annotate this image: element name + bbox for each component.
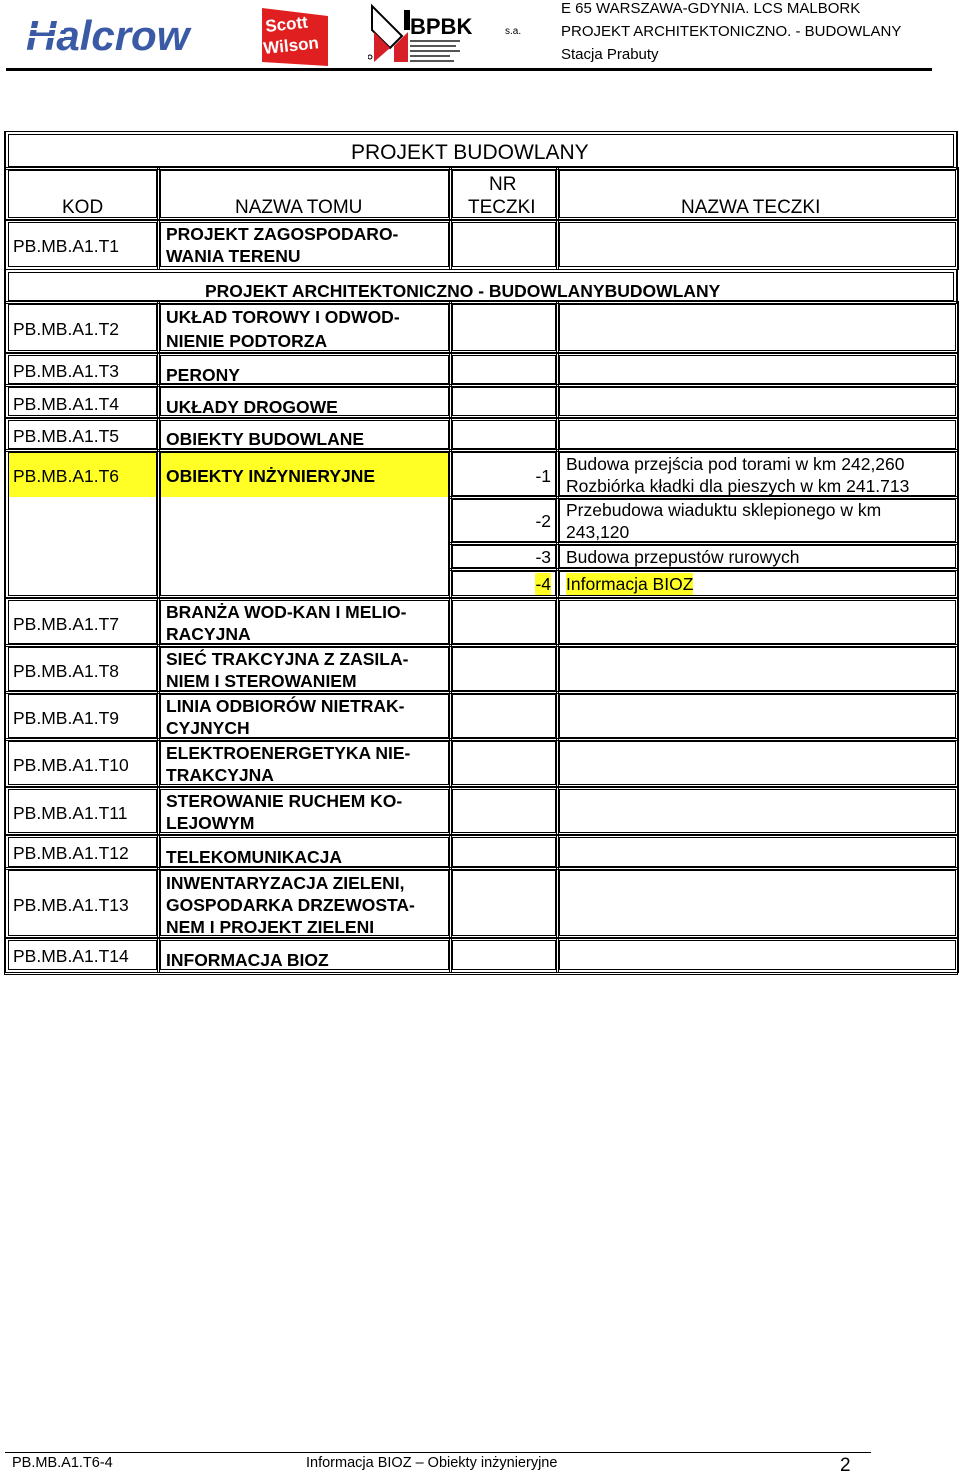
table-row-t8-nr (452, 647, 556, 691)
table-row-t13-name (160, 870, 449, 936)
header-divider (6, 68, 932, 71)
table-row-t8-name (160, 647, 449, 691)
folder-name-line: Rozbiórka kładki dla pieszych w km 241.713 (566, 476, 910, 496)
kod-text: PB.MB.A1.T4 (13, 394, 120, 414)
kod-text: PB.MB.A1.T9 (13, 708, 120, 728)
table-row-t9-nr (452, 694, 556, 738)
name-line: OBIEKTY INŻYNIERYJNE (166, 466, 376, 486)
name-line: PROJEKT ZAGOSPODARO- (166, 224, 399, 244)
scott-wilson-logo-text-1: Scott (264, 12, 309, 36)
table-row-t5-name (160, 420, 449, 449)
folder-name-line: Budowa przejścia pod torami w km 242,260 (566, 454, 905, 474)
table-row-t7-nr (452, 600, 556, 644)
header-nazwa-tomu-cell (160, 170, 449, 218)
table-row-t10-name (160, 741, 449, 785)
table-row-t11-folder (559, 789, 956, 833)
header-kod-cell (8, 170, 157, 218)
t6-folder-2-nr (452, 499, 556, 542)
scott-wilson-logo (258, 4, 332, 70)
folder-number: -3 (535, 547, 551, 567)
header-project-line: E 65 WARSZAWA-GDYNIA. LCS MALBORK (561, 0, 861, 17)
name-line: PERONY (166, 365, 240, 384)
table-row-t12-nr (452, 837, 556, 867)
name-line: TRAKCYJNA (166, 765, 274, 785)
table-row-t4-nr (452, 387, 556, 416)
name-line: OBIEKTY BUDOWLANE (166, 429, 365, 449)
table-row-t13-kod (8, 870, 157, 936)
t6-folder-2-name (559, 499, 956, 542)
footer-divider (5, 1452, 871, 1453)
header-nazwa-teczki: NAZWA TECZKI (681, 197, 821, 218)
table-row-t3-name (160, 355, 449, 384)
table-row-t9-folder (559, 694, 956, 738)
table-row-t1-kod (8, 222, 157, 267)
table-row-t1-folder (559, 222, 956, 267)
name-line: LEJOWYM (166, 813, 255, 833)
bpbk-logo-suffix: s.a. (505, 26, 522, 37)
name-line: UKŁADY DROGOWE (166, 397, 338, 416)
header-nazwa-teczki-cell (559, 170, 956, 218)
header-station: Stacja Prabuty (561, 46, 659, 63)
table-row-t13-nr (452, 870, 556, 936)
kod-text: PB.MB.A1.T5 (13, 426, 120, 446)
kod-text: PB.MB.A1.T8 (13, 661, 120, 681)
name-line: LINIA ODBIORÓW NIETRAK- (166, 696, 405, 716)
folder-number: -4 (535, 574, 551, 594)
kod-text: PB.MB.A1.T7 (13, 614, 120, 634)
name-line: GOSPODARKA DRZEWOSTA- (166, 895, 415, 915)
kod-text: PB.MB.A1.T14 (13, 946, 129, 966)
kod-text: PB.MB.A1.T2 (13, 319, 120, 339)
folder-name-line: Przebudowa wiaduktu sklepionego w km (566, 500, 882, 520)
table-row-t12-kod (8, 837, 157, 867)
scott-wilson-logo-text-2: Wilson (262, 33, 320, 58)
table-row-t9-kod (8, 694, 157, 738)
t6-folder-4-name (559, 571, 956, 596)
name-line: RACYJNA (166, 624, 251, 644)
table-row-t10-kod (8, 741, 157, 785)
table-row-t5-folder (559, 420, 956, 449)
kod-text: PB.MB.A1.T10 (13, 755, 129, 775)
folder-number: -2 (535, 511, 551, 531)
name-line: NEM I PROJEKT ZIELENI (166, 917, 375, 936)
section-heading-cell (8, 272, 954, 301)
folder-name-line: Budowa przepustów rurowych (566, 547, 800, 567)
t6-folder-1-name (559, 452, 956, 496)
table-row-t3-folder (559, 355, 956, 384)
table-title: PROJEKT BUDOWLANY (351, 141, 589, 164)
table-row-t10-nr (452, 741, 556, 785)
header-teczki: TECZKI (468, 197, 536, 218)
page-number: 2 (840, 1455, 851, 1476)
header-nr: NR (489, 174, 517, 195)
table-row-t10-folder (559, 741, 956, 785)
table-row-t14-folder (559, 940, 956, 970)
table-row-t2-folder (559, 304, 956, 351)
name-line: SIEĆ TRAKCYJNA Z ZASILA- (166, 649, 409, 669)
table-row-t14-kod (8, 940, 157, 970)
header-nr-teczki-cell (452, 170, 556, 218)
footer-document-code: PB.MB.A1.T6-4 (12, 1455, 113, 1471)
table-row-t11-name (160, 789, 449, 833)
kod-text: PB.MB.A1.T1 (13, 236, 120, 256)
header-project-type: PROJEKT ARCHITEKTONICZNO. - BUDOWLANY (561, 23, 902, 40)
table-row-t7-name (160, 600, 449, 644)
table-row-t3-nr (452, 355, 556, 384)
table-row-t11-nr (452, 789, 556, 833)
table-row-t2-name (160, 304, 449, 351)
table-title-cell (8, 134, 954, 167)
table-row-t8-folder (559, 647, 956, 691)
t6-folder-4-nr (452, 571, 556, 596)
bpbk-logo-text: BPBK (410, 14, 473, 39)
table-row-t5-nr (452, 420, 556, 449)
table-row-t11-kod (8, 789, 157, 833)
table-row-t12-folder (559, 837, 956, 867)
table-row-t8-kod (8, 647, 157, 691)
folder-name-line: Informacja BIOZ (566, 574, 694, 594)
t6-folder-3-name (559, 545, 956, 568)
table-row-t7-folder (559, 600, 956, 644)
table-row-t3-kod (8, 355, 157, 384)
kod-text: PB.MB.A1.T11 (13, 803, 128, 823)
table-row-t6-name (160, 452, 449, 596)
halcrow-logo (24, 10, 204, 60)
t6-folder-1-nr (452, 452, 556, 496)
table-row-t1-nr (452, 222, 556, 267)
name-line: TELEKOMUNIKACJA (166, 847, 342, 867)
name-line: STEROWANIE RUCHEM KO- (166, 791, 403, 811)
name-line: UKŁAD TOROWY I ODWOD- (166, 307, 400, 327)
table-row-t7-kod (8, 600, 157, 644)
table-row-t14-nr (452, 940, 556, 970)
section-heading: PROJEKT ARCHITEKTONICZNO - BUDOWLANYBUDOWLANY (205, 281, 721, 301)
table-row-t14-name (160, 940, 449, 970)
kod-text: PB.MB.A1.T6 (13, 466, 120, 486)
table-row-t2-nr (452, 304, 556, 351)
name-line: NIEM I STEROWANIEM (166, 671, 357, 691)
name-line: WANIA TERENU (166, 246, 301, 266)
footer-document-title: Informacja BIOZ – Obiekty inżynieryjne (306, 1455, 558, 1471)
page-header (0, 0, 960, 72)
t6-folder-3-nr (452, 545, 556, 568)
header-kod: KOD (62, 197, 104, 218)
table-row-t4-name (160, 387, 449, 416)
table-row-t2-kod (8, 304, 157, 351)
kod-text: PB.MB.A1.T13 (13, 895, 129, 915)
name-line: INFORMACJA BIOZ (166, 950, 329, 970)
name-line: NIENIE PODTORZA (166, 331, 328, 351)
table-row-t1-name (160, 222, 449, 267)
kod-text: PB.MB.A1.T12 (13, 843, 129, 863)
kod-text: PB.MB.A1.T3 (13, 361, 120, 381)
table-row-t12-name (160, 837, 449, 867)
table-row-t13-folder (559, 870, 956, 936)
table-row-t6-kod (8, 452, 157, 596)
halcrow-logo-text: Halcrow (26, 12, 190, 59)
folder-number: -1 (535, 466, 551, 486)
folder-name-line: 243,120 (566, 522, 630, 542)
table-row-t4-kod (8, 387, 157, 416)
table-row-t5-kod (8, 420, 157, 449)
name-line: CYJNYCH (166, 718, 250, 738)
table-row-t4-folder (559, 387, 956, 416)
name-line: INWENTARYZACJA ZIELENI, (166, 873, 405, 893)
name-line: ELEKTROENERGETYKA NIE- (166, 743, 411, 763)
header-nazwa-tomu: NAZWA TOMU (235, 197, 363, 218)
table-row-t9-name (160, 694, 449, 738)
bpbk-logo (368, 2, 528, 68)
name-line: BRANŻA WOD-KAN I MELIO- (166, 602, 407, 622)
